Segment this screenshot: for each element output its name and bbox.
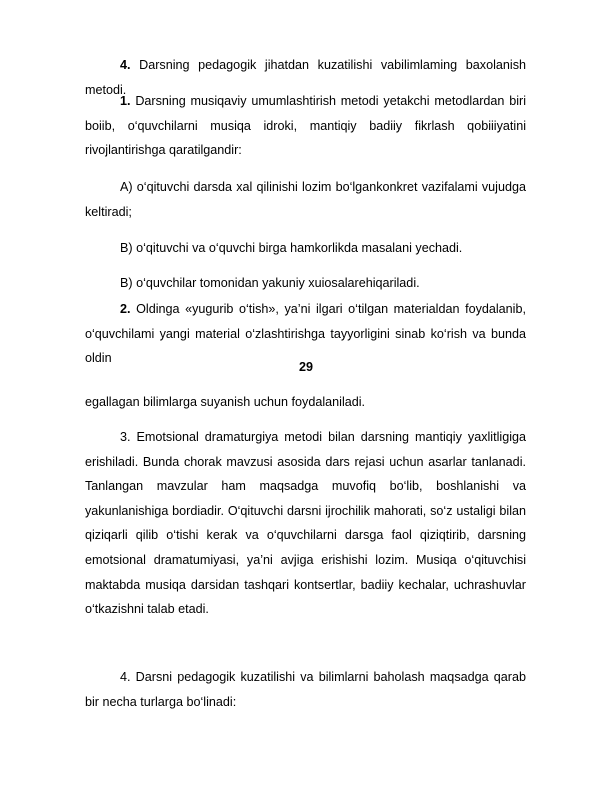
item-number: 1. (120, 94, 131, 108)
page-number: 29 (298, 360, 313, 374)
item-number: 2. (120, 302, 131, 316)
paragraph-item-b1: B) o‘qituvchi va o‘quvchi birga hamkorlikda masalani yechadi. (120, 241, 463, 255)
paragraph-item-3: 3. Emotsional dramaturgiya metodi bilan darsning mantiqiy yaxlitligiga erishiladi. Bunda chorak mavzusi asosida dars rejasi uchun asarlar tanlanadi. Tanlangan mavzular ham maqsadga muvofiq bo‘lib, boshlanishi va yakunlanishiga bordiadir. O‘qituvchi darsni ijrochilik mahorati, so‘z ustaligi bilan qiziqarli qilib o‘tishi kerak va o‘quvchilarni darsga faol qiziqtirib, darsning emotsional dramatumiyasi, ya’ni avjiga erishishi lozim. Musiqa o‘qituvchisi maktabda musiqa darsidan tashqari kontsertlar, badiiy kechalar, uchrashuvlar o‘tkazishni talab etadi. (85, 430, 526, 617)
paragraph-item-b2: B) o‘quvchilar tomonidan yakuniy xuiosalarehiqariladi. (120, 276, 420, 290)
item-text: Oldinga «yugurib o‘tish», ya’ni ilgari o‘tilgan materialdan foydalanib, o‘quvchilami yangi material o‘zlashtirishga tayyorligini sinab ko‘rish va bunda oldin (85, 302, 526, 366)
paragraph-item-1 (85, 89, 526, 163)
section-heading-text: Darsning pedagogik jihatdan kuzatilishi vabilimlaming baxolanish metodi. (85, 58, 526, 97)
paragraph-item-4: 4. Darsni pedagogik kuzatilishi va bilimlarni baholash maqsadga qarab bir necha turlarga bo‘linadi: (85, 670, 526, 709)
paragraph-continuation: egallagan bilimlarga suyanish uchun foydalaniladi. (85, 395, 366, 409)
item-text: Darsning musiqaviy umumlashtirish metodi yetakchi metodlardan biri boiib, o‘quvchilarni musiqa idroki, mantiqiy badiiy fikrlash qobiiiyatini rivojlantirishga qaratilgandir: (85, 94, 527, 158)
paragraph-item-a: A) o‘qituvchi darsda xal qilinishi lozim bo‘lgankonkret vazifalami vujudga keltiradi; (85, 180, 526, 219)
section-number: 4. (120, 58, 131, 72)
